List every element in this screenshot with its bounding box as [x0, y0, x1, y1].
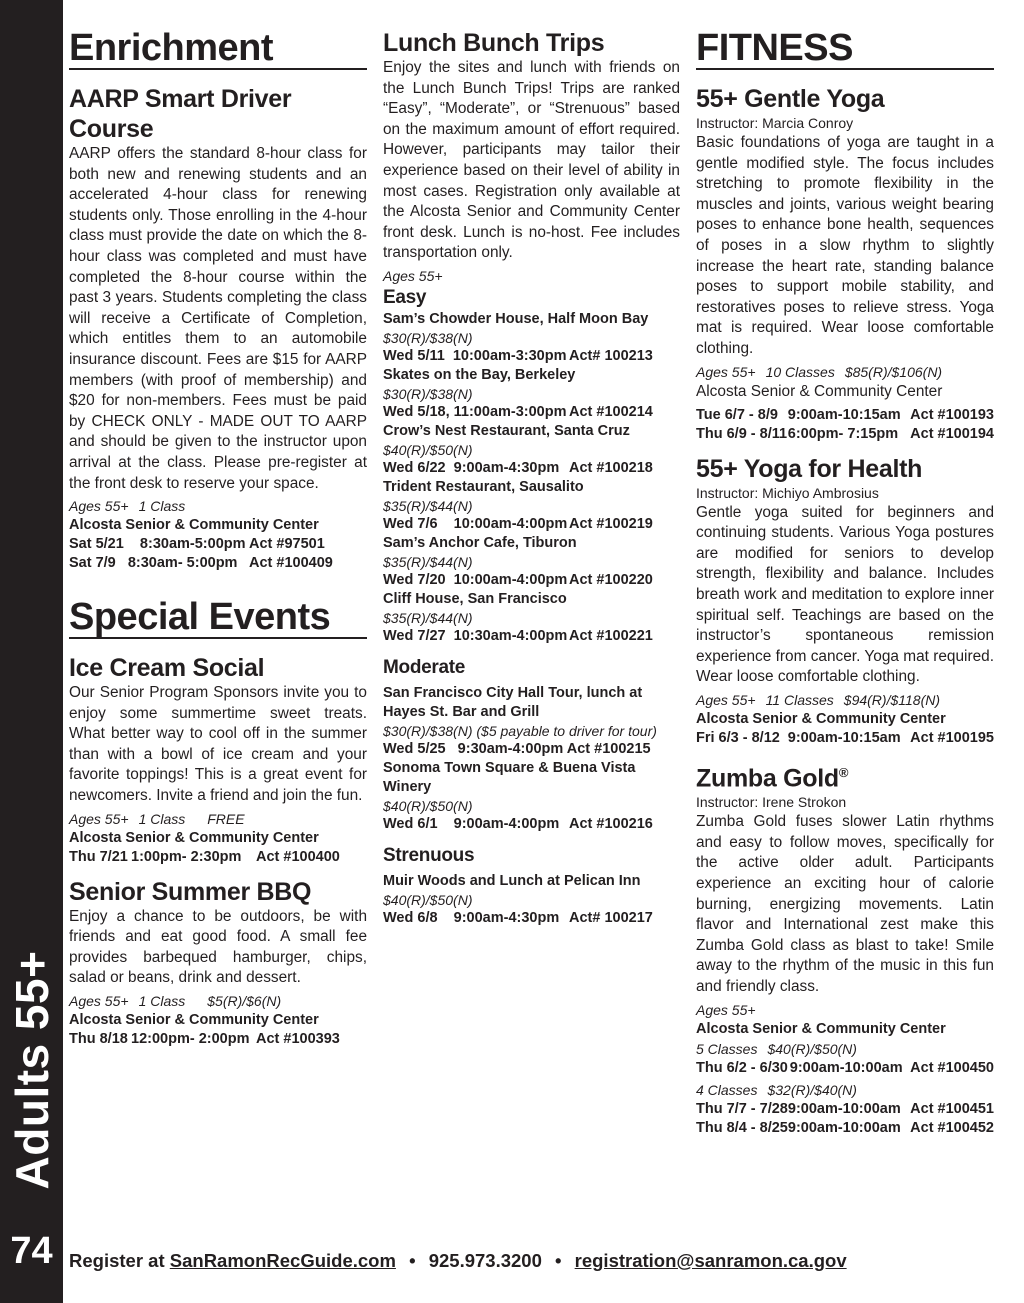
gentle-yoga-session: [696, 425, 994, 444]
time: 1:00pm- 2:30pm: [131, 848, 242, 865]
yoga-health-title: 55+ Yoga for Health: [696, 454, 923, 483]
class-count: 10 Classes: [765, 363, 835, 380]
fee: $85(R)/$106(N): [844, 363, 943, 380]
gentle-yoga-title: 55+ Gentle Yoga: [696, 85, 885, 113]
lunch-bunch-ages: Ages 55+: [383, 267, 443, 284]
gentle-yoga-session: [696, 406, 994, 425]
activity-number: Act #100393: [256, 1031, 340, 1048]
bbq-title: Senior Summer BBQ: [69, 877, 312, 906]
column-right: [696, 28, 994, 1138]
aarp-session-1: Sat 5/21 8:30am-5:00pm Act #97501: [69, 536, 325, 553]
lunch-bunch-description: Enjoy the sites and lunch with friends on the Lunch Bunch Trips! Trips are ranked “Easy”, “Moderate”, or “Strenuous” based on the maximum amount of effort required. However, participants may tailor their experience based on their level of ability in most cases. Registration only available at the Alcosta Senior and Community Center front desk. Lunch is no-host. Fee includes transportation only.: [383, 59, 680, 262]
activity-number: Act #100216: [569, 815, 653, 832]
footer-prefix: Register at: [69, 1250, 165, 1271]
website-link[interactable]: SanRamonRecGuide.com: [169, 1250, 396, 1271]
activity-number: Act #100214: [569, 403, 653, 420]
registered-mark: ®: [838, 764, 849, 780]
ice-cream-social: [69, 653, 367, 867]
activity-number: Act# 100217: [569, 909, 653, 926]
trip-schedule: [383, 815, 680, 834]
date: Thu 6/2 - 6/30: [696, 1059, 788, 1076]
when: Wed 7/27 10:30am-4:00pm: [383, 627, 568, 644]
aarp-title: AARP Smart Driver Course: [69, 85, 292, 143]
date: Thu 8/18: [69, 1031, 128, 1048]
activity-number: Act #100220: [569, 571, 653, 588]
trip-name: Trident Restaurant, Sausalito: [383, 478, 584, 495]
gentle-yoga: [696, 84, 994, 444]
bbq-meta: [69, 991, 367, 1011]
ages: Ages 55+: [696, 363, 756, 380]
trip: [383, 872, 680, 928]
trip-price: $35(R)/$44(N): [383, 609, 473, 626]
yoga-health-meta: [696, 690, 994, 710]
easy-trips: [383, 310, 680, 646]
time: 9:00am-10:00am: [787, 1100, 901, 1117]
activity-number: Act #100400: [256, 848, 340, 865]
date: Thu 8/4 - 8/25: [696, 1119, 788, 1136]
trip-name: Sonoma Town Square & Buena Vista Winery: [383, 759, 636, 795]
trip: [383, 366, 680, 422]
ice-cream-location: Alcosta Senior & Community Center: [69, 829, 319, 846]
aarp-meta: [69, 496, 367, 516]
time: 12:00pm- 2:00pm: [131, 1031, 250, 1048]
phone-number: 925.973.3200: [428, 1250, 542, 1271]
trip: [383, 534, 680, 590]
zumba-ages: Ages 55+: [696, 1001, 756, 1018]
fee: $40(R)/$50(N): [767, 1040, 857, 1057]
bbq-location: Alcosta Senior & Community Center: [69, 1012, 319, 1029]
trip-price: $40(R)/$50(N): [383, 441, 473, 458]
gentle-yoga-description: Basic foundations of yoga are taught in a gentle modified style. The focus includes stretching to promote flexibility in the muscles and joints, various weight bearing poses to enhance bone health, sequences of poses in a slow rhythm to slightly increase the heart rate, standing balance poses to support mobile stability, and restoratives poses to relieve stress. Yoga mat is required. Wear loose comfortable clothing.: [696, 134, 994, 357]
aarp-description: AARP offers the standard 8-hour class for both new and renewing students and an accelerated 4-hour class for renewing students only. Those enrolling in the 4-hour class must provide the date on which the 8-hour class was completed and must have completed the 8-hour course within the past 3 years. Students completing the class will receive a Certificate of Completion, which entitles them to an automobile insurance discount. Fees are $15 for AARP members (with proof of membership) and $20 for non-members. Fees must be paid by CHECK ONLY - MADE OUT TO AARP and should be given to the instructor upon arrival at the class. Please pre-register at the front desk to reserve your space.: [69, 145, 367, 492]
email-link[interactable]: registration@sanramon.ca.gov: [574, 1250, 847, 1271]
activity-number: Act #100450: [910, 1059, 994, 1076]
ice-cream-session: [69, 848, 367, 867]
activity-number: Act #100219: [569, 515, 653, 532]
trip-name: Sam’s Chowder House, Half Moon Bay: [383, 310, 649, 327]
trip-schedule: Wed 5/25 9:30am-4:00pm Act #100215: [383, 740, 651, 757]
zumba-session: [696, 1119, 994, 1138]
activity-number: Act# 100213: [569, 347, 653, 364]
ages: Ages 55+: [69, 810, 129, 827]
zumba-group1-meta: [696, 1039, 994, 1059]
zumba-location: Alcosta Senior & Community Center: [696, 1020, 946, 1037]
when: Wed 5/11 10:00am-3:30pm: [383, 347, 567, 364]
yoga-health-description: Gentle yoga suited for beginners and continuing students. Various Yoga postures are modified for seniors to develop strength, flexibility and balance. Includes breath work and meditation to explore inner spiritual self. Teachings are based on the instructor’s spontaneous remission experience from cancer. Yoga mat required. Wear loose comfortable clothing.: [696, 503, 994, 686]
activity-number: Act #100218: [569, 459, 653, 476]
zumba-description: Zumba Gold fuses slower Latin rhythms and easy to follow moves, specifically for the active older adult. Participants experience an exciting hour of calorie burning, energizing movements. Latin flavor and International zest make this Zumba Gold class as blast to take! Smile away to the rhythm of the music in this fun and friendly class.: [696, 813, 994, 995]
class-count: 4 Classes: [696, 1081, 758, 1098]
class-count: 1 Class: [138, 993, 186, 1010]
page-number: 74: [10, 1230, 53, 1272]
zumba-group2-meta: [696, 1080, 994, 1100]
column-middle: [383, 28, 680, 928]
lunch-bunch-title: Lunch Bunch Trips: [383, 29, 605, 57]
when: Wed 6/8 9:00am-4:30pm: [383, 909, 560, 926]
yoga-health-session: [696, 729, 994, 748]
aarp-course: [69, 84, 367, 573]
ice-cream-description: Our Senior Program Sponsors invite you to enjoy some summertime sweet treats. What better way to cool off in the summer than with a bowl of ice cream and your favorite toppings! This is a great event for newcomers. Invite a friend and join the fun.: [69, 684, 367, 805]
senior-bbq: [69, 877, 367, 1049]
gentle-yoga-instructor: Instructor: Marcia Conroy: [696, 115, 854, 131]
trip-price: $30(R)/$38(N): [383, 385, 473, 402]
time: 9:00am-10:15am: [787, 406, 901, 423]
class-count: 1 Class: [138, 498, 186, 515]
sidebar: [0, 0, 63, 1303]
time: 6:00pm- 7:15pm: [787, 425, 899, 442]
trip-schedule: [383, 459, 680, 478]
bbq-description: Enjoy a chance to be outdoors, be with friends and eat good food. A small fee provides barbequed hamburger, chips, salad or beans, drink and dessert.: [69, 907, 367, 987]
date: Thu 6/9 - 8/11: [696, 425, 788, 442]
trip-schedule: [383, 627, 680, 646]
separator: •: [555, 1250, 562, 1271]
activity-number: Act #100194: [910, 425, 994, 442]
activity-number: Act #100452: [910, 1119, 994, 1136]
class-count: 5 Classes: [696, 1040, 758, 1057]
ages: Ages 55+: [69, 498, 129, 515]
trip-price: $40(R)/$50(N): [383, 797, 473, 814]
column-left: [69, 28, 367, 1049]
yoga-health-location: Alcosta Senior & Community Center: [696, 710, 946, 727]
trip-name: San Francisco City Hall Tour, lunch at Hayes St. Bar and Grill: [383, 684, 643, 720]
trip: [383, 422, 680, 478]
class-count: 11 Classes: [765, 691, 834, 708]
activity-number: Act #100195: [910, 729, 994, 746]
zumba-gold: [696, 758, 994, 1138]
trip: [383, 684, 680, 759]
ages: Ages 55+: [696, 691, 756, 708]
zumba-session: [696, 1059, 994, 1078]
yoga-for-health: [696, 454, 994, 748]
trip-name: Sam’s Anchor Cafe, Tiburon: [383, 534, 577, 551]
time: 9:00am-10:15am: [787, 729, 901, 746]
fee: $94(R)/$118(N): [843, 691, 941, 708]
date: Thu 7/7 - 7/28: [696, 1100, 788, 1117]
ice-cream-title: Ice Cream Social: [69, 654, 265, 683]
trip-price: $35(R)/$44(N): [383, 497, 473, 514]
trip-schedule: [383, 347, 680, 366]
fee: $32(R)/$40(N): [767, 1081, 857, 1098]
trip: [383, 590, 680, 646]
yoga-health-instructor: Instructor: Michiyo Ambrosius: [696, 484, 879, 501]
activity-number: Act #100451: [910, 1100, 994, 1117]
zumba-title-text: Zumba Gold: [696, 764, 839, 793]
date: Tue 6/7 - 8/9: [696, 406, 778, 423]
trip-name: Crow’s Nest Restaurant, Santa Cruz: [383, 422, 630, 439]
trip-price: $40(R)/$50(N): [383, 891, 473, 908]
when: Wed 5/18, 11:00am-3:00pm: [383, 403, 567, 420]
ages: Ages 55+: [69, 993, 129, 1010]
fee: $5(R)/$6(N): [207, 993, 282, 1010]
when: Wed 6/22 9:00am-4:30pm: [383, 459, 560, 476]
fitness-heading: FITNESS: [696, 28, 994, 70]
zumba-session: [696, 1100, 994, 1119]
trip-schedule: [383, 571, 680, 590]
activity-number: Act #100221: [569, 627, 653, 644]
enrichment-heading: Enrichment: [69, 28, 367, 70]
trip-price: $35(R)/$44(N): [383, 553, 473, 570]
time: 9:00am-10:00am: [789, 1059, 903, 1076]
zumba-instructor: Instructor: Irene Strokon: [696, 794, 847, 811]
date: Fri 6/3 - 8/12: [696, 729, 780, 746]
fee: FREE: [207, 810, 245, 827]
trip: [383, 478, 680, 534]
easy-heading: Easy: [383, 286, 427, 308]
separator: •: [409, 1250, 416, 1271]
zumba-title: [696, 758, 994, 793]
time: 9:00am-10:00am: [787, 1119, 901, 1136]
aarp-session-2: Sat 7/9 8:30am- 5:00pm Act #100409: [69, 555, 333, 572]
trip-price: $30(R)/$38(N) ($5 payable to driver for tour): [383, 722, 657, 739]
when: Wed 6/1 9:00am-4:00pm: [383, 815, 560, 832]
date: Thu 7/21: [69, 848, 128, 865]
moderate-heading: Moderate: [383, 656, 466, 678]
footer: [69, 1250, 847, 1272]
trip-name: Muir Woods and Lunch at Pelican Inn: [383, 872, 641, 889]
trip-schedule: [383, 909, 680, 928]
trip-name: Cliff House, San Francisco: [383, 590, 567, 607]
when: Wed 7/20 10:00am-4:00pm: [383, 571, 568, 588]
bbq-session: [69, 1030, 367, 1049]
section-label: Adults 55+: [6, 950, 58, 1190]
trip-schedule: [383, 515, 680, 534]
gentle-yoga-location: Alcosta Senior & Community Center: [696, 382, 943, 400]
trip: [383, 759, 680, 834]
trip-schedule: [383, 403, 680, 422]
special-events-heading: Special Events: [69, 597, 367, 639]
trip-name: Skates on the Bay, Berkeley: [383, 366, 576, 383]
gentle-yoga-meta: [696, 362, 994, 382]
ice-cream-meta: [69, 809, 367, 829]
trip-price: $30(R)/$38(N): [383, 329, 473, 346]
trip: [383, 310, 680, 366]
class-count: 1 Class: [138, 810, 186, 827]
aarp-location: Alcosta Senior & Community Center: [69, 517, 319, 534]
activity-number: Act #100193: [910, 406, 994, 423]
strenuous-heading: Strenuous: [383, 844, 475, 866]
when: Wed 7/6 10:00am-4:00pm: [383, 515, 568, 532]
